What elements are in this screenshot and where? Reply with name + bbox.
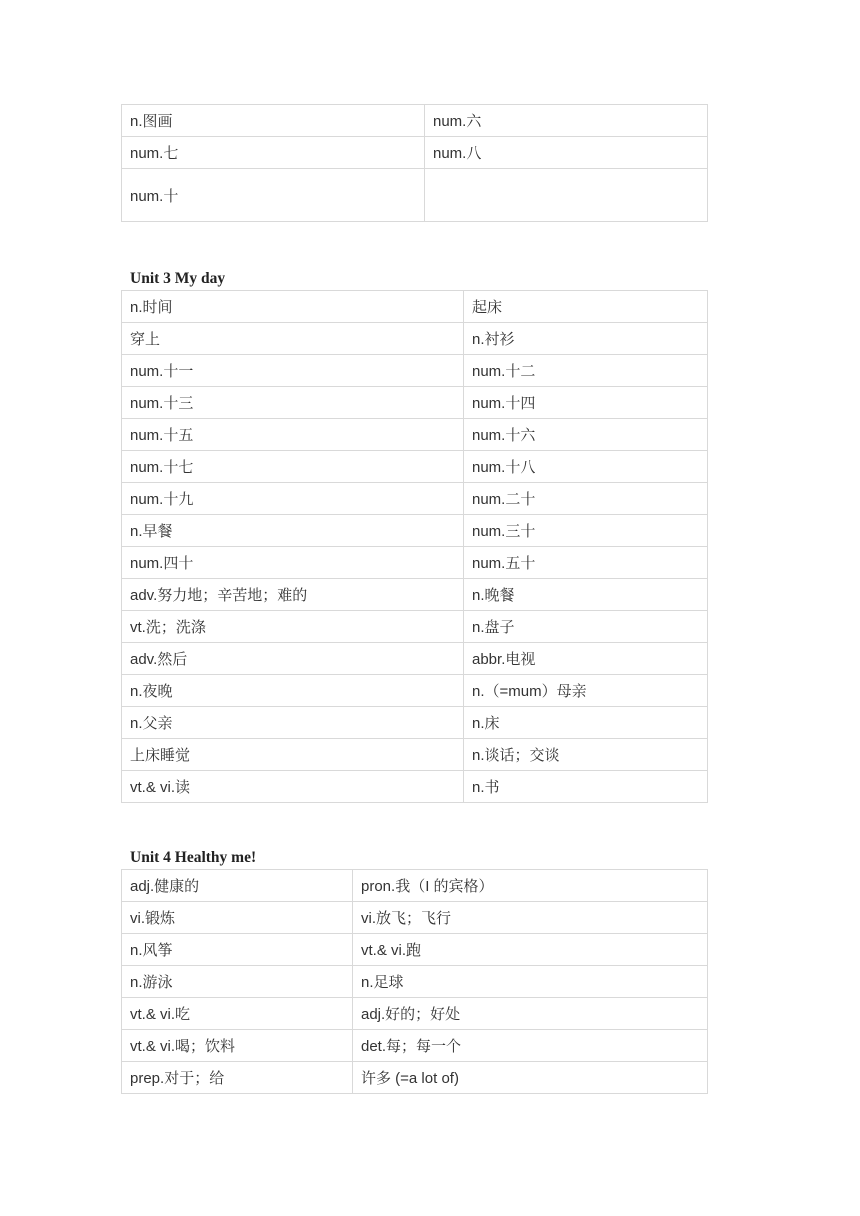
table-cell: n.足球 bbox=[353, 966, 708, 998]
table-cell: num.四十 bbox=[122, 547, 464, 579]
table-row bbox=[122, 611, 708, 643]
table-cell: num.十六 bbox=[464, 419, 708, 451]
table-cell: vi.锻炼 bbox=[122, 902, 353, 934]
table-row bbox=[122, 1062, 708, 1094]
table-cell: n.谈话；交谈 bbox=[464, 739, 708, 771]
table-cell: adj.健康的 bbox=[122, 870, 353, 902]
table-cell: adj.好的；好处 bbox=[353, 998, 708, 1030]
table-row bbox=[122, 419, 708, 451]
table-cell: n.游泳 bbox=[122, 966, 353, 998]
unit4-vocab-table bbox=[121, 869, 708, 1094]
table-row bbox=[122, 707, 708, 739]
table-row bbox=[122, 1030, 708, 1062]
table-cell: num.十一 bbox=[122, 355, 464, 387]
table-cell: n.（=mum）母亲 bbox=[464, 675, 708, 707]
table-cell: vt.& vi.喝；饮料 bbox=[122, 1030, 353, 1062]
table-row bbox=[122, 870, 708, 902]
table-row bbox=[122, 643, 708, 675]
table-cell: det.每；每一个 bbox=[353, 1030, 708, 1062]
table-cell: num.十八 bbox=[464, 451, 708, 483]
table-row bbox=[122, 387, 708, 419]
table-cell: n.床 bbox=[464, 707, 708, 739]
table-cell: n.衬衫 bbox=[464, 323, 708, 355]
table-cell: 起床 bbox=[464, 291, 708, 323]
table-row bbox=[122, 934, 708, 966]
table-cell: adv.然后 bbox=[122, 643, 464, 675]
table-cell: n.风筝 bbox=[122, 934, 353, 966]
table-row bbox=[122, 547, 708, 579]
table-cell: n.晚餐 bbox=[464, 579, 708, 611]
table-row bbox=[122, 771, 708, 803]
table-cell: n.早餐 bbox=[122, 515, 464, 547]
table-cell: num.十四 bbox=[464, 387, 708, 419]
table-cell: n.夜晚 bbox=[122, 675, 464, 707]
table-cell: num.五十 bbox=[464, 547, 708, 579]
table-row bbox=[122, 579, 708, 611]
table-cell: n.书 bbox=[464, 771, 708, 803]
table-cell: pron.我（I 的宾格） bbox=[353, 870, 708, 902]
table-cell: num.十二 bbox=[464, 355, 708, 387]
table-cell: num.六 bbox=[425, 105, 708, 137]
table-row bbox=[122, 966, 708, 998]
table-cell: 上床睡觉 bbox=[122, 739, 464, 771]
table-cell: n.图画 bbox=[122, 105, 425, 137]
table-row bbox=[122, 998, 708, 1030]
table-row bbox=[122, 137, 708, 169]
table-cell: vt.& vi.跑 bbox=[353, 934, 708, 966]
table-row bbox=[122, 105, 708, 137]
table-cell: num.十 bbox=[122, 169, 425, 222]
unit4-heading: Unit 4 Healthy me! bbox=[130, 849, 257, 866]
table-cell: num.七 bbox=[122, 137, 425, 169]
table-cell: num.十五 bbox=[122, 419, 464, 451]
table-cell: abbr.电视 bbox=[464, 643, 708, 675]
table-cell: adv.努力地；辛苦地；难的 bbox=[122, 579, 464, 611]
table-cell: n.盘子 bbox=[464, 611, 708, 643]
table-cell: num.十七 bbox=[122, 451, 464, 483]
table-cell: num.三十 bbox=[464, 515, 708, 547]
table-row bbox=[122, 291, 708, 323]
table-row bbox=[122, 739, 708, 771]
table-cell: num.二十 bbox=[464, 483, 708, 515]
table-row bbox=[122, 355, 708, 387]
table-cell: vt.& vi.吃 bbox=[122, 998, 353, 1030]
table-row bbox=[122, 902, 708, 934]
table-cell bbox=[425, 169, 708, 222]
table-row bbox=[122, 451, 708, 483]
table-cell: vt.& vi.读 bbox=[122, 771, 464, 803]
unit3-heading: Unit 3 My day bbox=[130, 270, 226, 287]
unit3-vocab-table bbox=[121, 290, 708, 803]
table-cell: num.十三 bbox=[122, 387, 464, 419]
table-cell: num.十九 bbox=[122, 483, 464, 515]
table-cell: n.时间 bbox=[122, 291, 464, 323]
table-row bbox=[122, 169, 708, 222]
table-cell: vi.放飞；飞行 bbox=[353, 902, 708, 934]
table-row bbox=[122, 515, 708, 547]
table-cell: n.父亲 bbox=[122, 707, 464, 739]
table-cell: prep.对于；给 bbox=[122, 1062, 353, 1094]
table-cell: num.八 bbox=[425, 137, 708, 169]
table-row bbox=[122, 323, 708, 355]
table-row bbox=[122, 675, 708, 707]
table-row bbox=[122, 483, 708, 515]
table-cell: vt.洗；洗涤 bbox=[122, 611, 464, 643]
table-cell: 穿上 bbox=[122, 323, 464, 355]
vocab-table-top bbox=[121, 104, 708, 222]
table-cell: 许多 (=a lot of) bbox=[353, 1062, 708, 1094]
